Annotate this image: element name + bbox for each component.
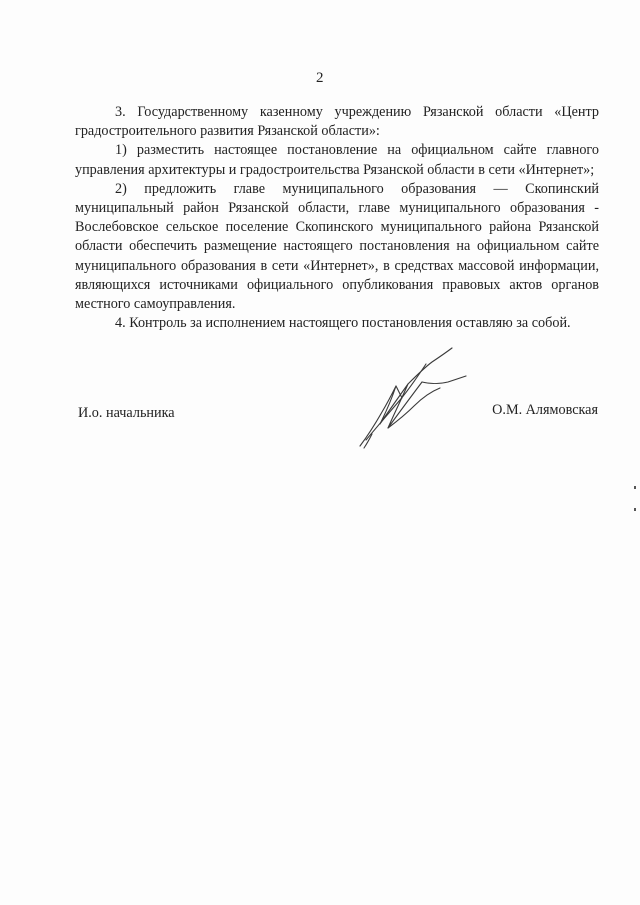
paragraph-subitem-1: 1) разместить настоящее постановление на официальном сайте главного управления архитектуры и градостроительства Рязанской области в сети «Интернет»; [75,142,599,178]
signer-position: И.о. начальника [78,405,175,421]
signer-name: О.М. Алямовская [492,402,598,418]
document-body [75,103,599,333]
scan-edge-mark [634,486,636,489]
page-number: 2 [316,70,324,86]
paragraph-subitem-2: 2) предложить главе муниципального образования — Скопинский муниципальный район Рязанской области, главе муниципального образования - Вослебовское сельское поселение Скопинского муниципального района Рязанской области обеспечить размещение настоящего постановления на официальном сайте муниципального образования в сети «Интернет», в средствах массовой информации, являющихся источниками официального опубликования правовых актов органов местного самоуправления. [75,180,599,313]
paragraph-item-3: 3. Государственному казенному учреждению Рязанской области «Центр градостроительного развития Рязанской области»: [75,104,599,140]
scan-edge-mark [634,508,636,511]
paragraph-item-4: 4. Контроль за исполнением настоящего постановления оставляю за собой. [115,315,571,332]
handwritten-signature-icon [352,342,470,454]
signature-block [0,400,640,480]
